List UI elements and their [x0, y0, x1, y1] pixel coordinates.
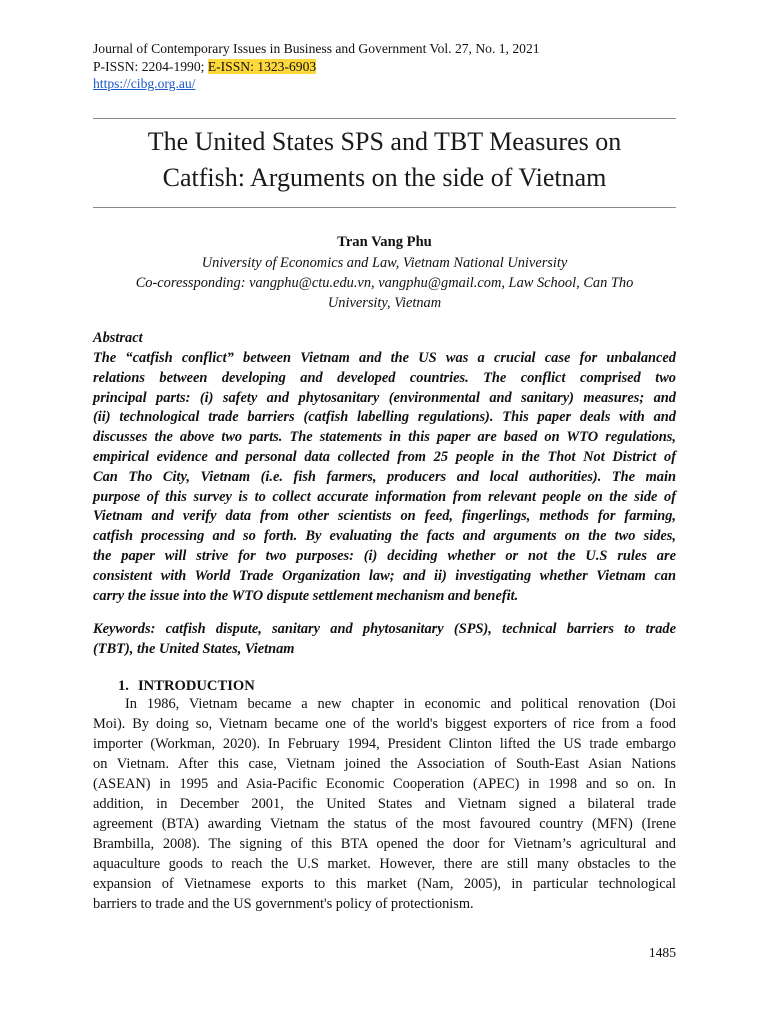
journal-citation: Journal of Contemporary Issues in Business and Government Vol. 27, No. 1, 2021 — [93, 41, 540, 56]
journal-url-link[interactable]: https://cibg.org.au/ — [93, 76, 196, 91]
section-number: 1. — [118, 678, 129, 694]
body-line: Moi). By doing so, Vietnam became one of the world's biggest exporters of rice from a food — [93, 716, 676, 732]
journal-header — [93, 40, 540, 93]
abstract-line: catfish processing and so forth. By evaluating the facts and arguments on the two sides, — [93, 528, 676, 545]
section-title: INTRODUCTION — [138, 678, 255, 694]
title-line-2: Catfish: Arguments on the side of Vietnam — [162, 163, 607, 192]
abstract-heading: Abstract — [93, 330, 143, 346]
body-line: agreement (BTA) awarding Vietnam the status of the most favoured country (MFN) (Irene — [93, 816, 676, 832]
issn-line — [93, 58, 540, 76]
keywords-line: Keywords: catfish dispute, sanitary and phytosanitary (SPS), technical barriers to trade — [93, 621, 676, 637]
body-line: In 1986, Vietnam became a new chapter in economic and political renovation (Doi — [125, 696, 676, 712]
abstract-line: carry the issue into the WTO dispute settlement mechanism and benefit. — [93, 587, 519, 604]
abstract-line: consistent with World Trade Organization law; and ii) investigating whether Vietnam can — [93, 567, 676, 584]
body-line: Brambilla, 2008). The signing of this BTA opened the door for Vietnam’s agricultural and — [93, 836, 676, 852]
keywords-line: (TBT), the United States, Vietnam — [93, 640, 295, 657]
affiliation-line: University of Economics and Law, Vietnam National University — [201, 255, 568, 271]
abstract-body — [93, 349, 676, 606]
title-divider — [93, 207, 676, 208]
abstract-line: Can Tho City, Vietnam (i.e. fish farmers, producers and local authorities). The main — [93, 468, 676, 485]
body-line: (ASEAN) in 1995 and Asia-Pacific Economic Cooperation (APEC) in 1998 and so on. In — [93, 776, 676, 792]
abstract-line: the paper will strive for two purposes: (i) deciding whether or not the U.S rules are — [93, 547, 676, 564]
section-heading-introduction — [118, 678, 255, 695]
body-line: aquaculture goods to reach the U.S market. However, there are still many obstacles to the — [93, 856, 676, 872]
abstract-line: empirical evidence and personal data collected from 25 people in the Thot Not District of — [93, 448, 676, 465]
body-line: importer (Workman, 2020). In February 1994, President Clinton lifted the US trade embargo — [93, 736, 676, 752]
abstract-line: Vietnam and verify data from other scientists on feed, fingerlings, methods for farming, — [93, 508, 676, 525]
pissn: P-ISSN: 2204-1990; — [93, 58, 205, 74]
paper-title — [93, 124, 676, 196]
correspondence-line-1: Co-coressponding: vangphu@ctu.edu.vn, vangphu@gmail.com, Law School, Can Tho — [135, 275, 634, 291]
author-affiliation — [93, 253, 676, 313]
abstract-line: (ii) technological trade barriers (catfish labelling regulations). This paper deals with and — [93, 409, 676, 426]
page-number: 1485 — [648, 945, 676, 960]
abstract-line: purpose of this survey is to collect accurate information from relevant people on the side of — [93, 488, 676, 505]
body-line: on Vietnam. After this case, Vietnam joined the Association of South-East Asian Nations — [93, 756, 676, 772]
abstract-line: discusses the above two parts. The statements in this paper are based on WTO regulations, — [93, 429, 676, 446]
correspondence-line-2: University, Vietnam — [327, 295, 442, 311]
abstract-line: The “catfish conflict” between Vietnam and the US was a crucial case for unbalanced — [93, 350, 676, 366]
introduction-body — [93, 694, 676, 914]
body-line: addition, in December 2001, the United States and Vietnam signed a bilateral trade — [93, 796, 676, 812]
title-line-1: The United States SPS and TBT Measures on — [147, 127, 622, 156]
body-line: barriers to trade and the US government's policy of protectionism. — [93, 896, 474, 912]
keywords — [93, 620, 676, 660]
top-divider — [93, 118, 676, 119]
eissn-highlight: E-ISSN: 1323-6903 — [207, 58, 317, 74]
body-line: expansion of Vietnamese exports to this market (Nam, 2005), in particular technological — [93, 876, 676, 892]
author-name: Tran Vang Phu — [337, 234, 432, 250]
abstract-line: principal parts: (i) safety and phytosanitary (environmental and sanitary) measures; and — [93, 389, 676, 406]
abstract-line: relations between developing and developed countries. The conflict comprised two — [93, 369, 676, 386]
